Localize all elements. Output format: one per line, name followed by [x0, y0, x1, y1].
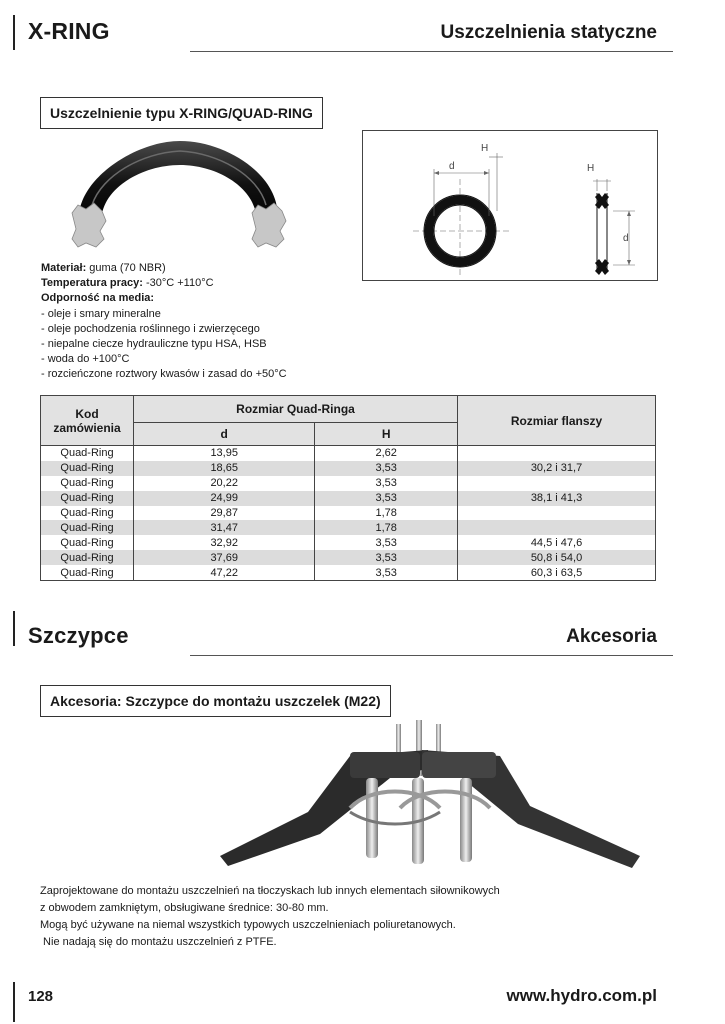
description-line: Nie nadają się do montażu uszczelnień z PTFE.: [40, 936, 277, 948]
spec-list: [41, 261, 287, 383]
col-header-h: H: [315, 423, 458, 446]
table-row: [41, 461, 656, 476]
spec-line: - oleje pochodzenia roślinnego i zwierzęcego: [41, 322, 260, 335]
table-row: [41, 476, 656, 491]
cell-code: Quad-Ring: [41, 535, 134, 550]
spec-line: Materiał: guma (70 NBR): [41, 262, 166, 274]
page-number: 128: [28, 988, 54, 1005]
table-row: [41, 446, 656, 461]
spec-line: Temperatura pracy: -30°C +110°C: [41, 277, 214, 290]
quad-ring-table: [40, 395, 656, 581]
description-line: Mogą być używane na niemal wszystkich typowych uszczelnieniach poliuretanowych.: [40, 919, 456, 931]
cell-h: 3,53: [315, 491, 458, 506]
table-row: [41, 520, 656, 535]
table-row: [41, 565, 656, 580]
section-rule: [190, 655, 673, 656]
table-row: [41, 550, 656, 565]
diagram-label-d-side: d: [623, 233, 629, 244]
description-line: Zaprojektowane do montażu uszczelnień na tłoczyskach lub innych elementach siłownikowych: [40, 885, 500, 897]
description-paragraph: [40, 883, 500, 951]
cell-flange: 50,8 i 54,0: [458, 550, 656, 565]
page-title: X-RING: [28, 18, 110, 44]
cell-h: 3,53: [315, 550, 458, 565]
col-header-d: d: [134, 423, 315, 446]
col-header-code: Kod zamówienia: [41, 396, 134, 446]
cell-d: 13,95: [134, 446, 315, 461]
cell-flange: 60,3 i 63,5: [458, 565, 656, 580]
cell-flange: 30,2 i 31,7: [458, 461, 656, 476]
cell-h: 1,78: [315, 506, 458, 521]
cell-flange: [458, 476, 656, 491]
cell-h: 1,78: [315, 520, 458, 535]
accessory-box-title: Akcesoria: Szczypce do montażu uszczelek (M22): [40, 685, 391, 717]
diagram-label-h: H: [481, 143, 489, 154]
cell-code: Quad-Ring: [41, 446, 134, 461]
header-rule: [190, 51, 673, 52]
spec-line: - rozcieńczone roztwory kwasów i zasad do +50°C: [41, 368, 287, 381]
cell-d: 18,65: [134, 461, 315, 476]
cell-code: Quad-Ring: [41, 520, 134, 535]
spec-line: - niepalne ciecze hydrauliczne typu HSA, HSB: [41, 338, 267, 351]
section-title: Szczypce: [28, 623, 129, 648]
cell-code: Quad-Ring: [41, 491, 134, 506]
header-accent-bar: [13, 15, 15, 50]
cell-d: 47,22: [134, 565, 315, 580]
cell-flange: 44,5 i 47,6: [458, 535, 656, 550]
cell-d: 24,99: [134, 491, 315, 506]
cell-h: 3,53: [315, 535, 458, 550]
section-box-title: Uszczelnienie typu X-RING/QUAD-RING: [40, 97, 323, 129]
cell-h: 3,53: [315, 461, 458, 476]
pliers-image: [200, 716, 648, 878]
diagram-label-d: d: [449, 161, 455, 172]
spec-line: - woda do +100°C: [41, 353, 130, 366]
diagram-label-h-side: H: [587, 163, 595, 174]
dimension-diagram: [362, 130, 658, 281]
footer-accent-bar: [13, 982, 15, 1022]
footer-url-link[interactable]: www.hydro.com.pl: [506, 986, 657, 1005]
section-accent-bar: [13, 611, 15, 646]
spec-line: - oleje i smary mineralne: [41, 307, 161, 320]
table-row: [41, 535, 656, 550]
cell-flange: [458, 446, 656, 461]
cell-code: Quad-Ring: [41, 565, 134, 580]
cell-h: 3,53: [315, 565, 458, 580]
cell-h: 2,62: [315, 446, 458, 461]
description-line: z obwodem zamkniętym, obsługiwane średnice: 30-80 mm.: [40, 902, 329, 914]
cell-h: 3,53: [315, 476, 458, 491]
cell-flange: [458, 520, 656, 535]
col-header-size: Rozmiar Quad-Ringa: [134, 396, 458, 423]
section-category: Akcesoria: [566, 626, 657, 647]
cell-d: 32,92: [134, 535, 315, 550]
cell-d: 37,69: [134, 550, 315, 565]
page-category: Uszczelnienia statyczne: [440, 22, 657, 43]
cell-d: 20,22: [134, 476, 315, 491]
table-row: [41, 506, 656, 521]
cell-code: Quad-Ring: [41, 461, 134, 476]
cell-d: 29,87: [134, 506, 315, 521]
spec-line: Odporność na media:: [41, 292, 155, 305]
cell-flange: [458, 506, 656, 521]
cell-d: 31,47: [134, 520, 315, 535]
cell-flange: 38,1 i 41,3: [458, 491, 656, 506]
table-row: [41, 491, 656, 506]
xring-image: [62, 135, 294, 253]
col-header-flange: Rozmiar flanszy: [458, 396, 656, 446]
cell-code: Quad-Ring: [41, 550, 134, 565]
cell-code: Quad-Ring: [41, 476, 134, 491]
cell-code: Quad-Ring: [41, 506, 134, 521]
